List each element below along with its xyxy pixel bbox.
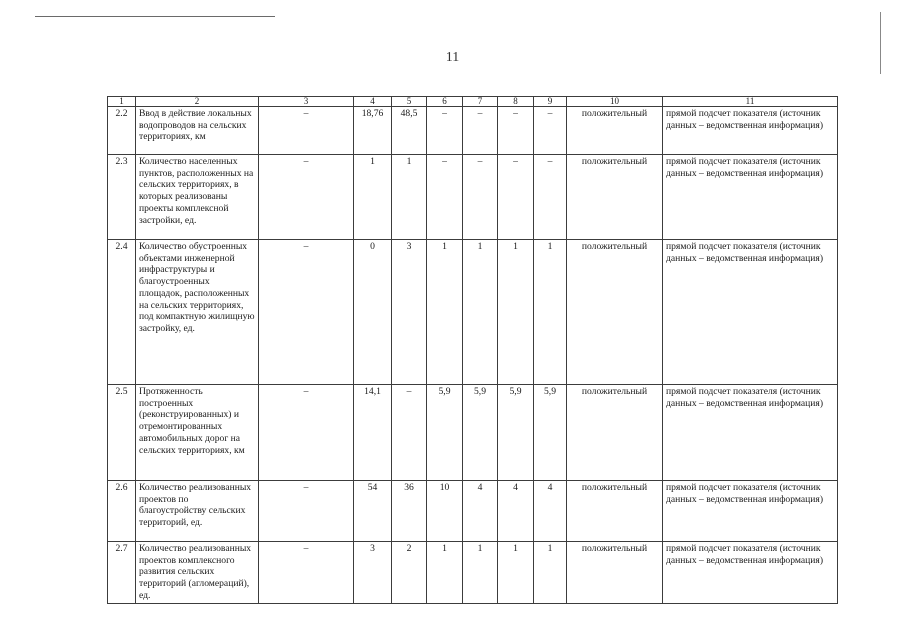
row-number: 2.7 <box>108 542 136 604</box>
column-number-row <box>108 97 838 107</box>
cell-col4: 3 <box>354 542 392 604</box>
cell-col4: 0 <box>354 240 392 385</box>
cell-col9: – <box>534 155 567 240</box>
cell-col5: 48,5 <box>392 107 427 155</box>
column-number: 5 <box>392 97 427 107</box>
cell-col7: 4 <box>463 481 498 542</box>
table-row <box>108 155 838 240</box>
cell-col9: 1 <box>534 240 567 385</box>
dynamics-cell: положительный <box>567 240 663 385</box>
indicator-name: Протяженность построенных (реконструированных) и отремонтированных автомобильных дорог на сельских территориях, км <box>136 385 259 481</box>
indicator-name: Количество реализованных проектов по благоустройству сельских территорий, ед. <box>136 481 259 542</box>
cell-col6: 1 <box>427 240 463 385</box>
cell-col8: 5,9 <box>498 385 534 481</box>
dynamics-cell: положительный <box>567 481 663 542</box>
table-row <box>108 240 838 385</box>
cell-col8: 4 <box>498 481 534 542</box>
dynamics-cell: положительный <box>567 542 663 604</box>
column-number: 9 <box>534 97 567 107</box>
cell-col4: 14,1 <box>354 385 392 481</box>
cell-col6: 10 <box>427 481 463 542</box>
indicator-name: Количество обустроенных объектами инженерной инфраструктуры и благоустроенных площадок, расположенных на сельских территориях, под компактную жилищную застройку, ед. <box>136 240 259 385</box>
cell-col6: – <box>427 107 463 155</box>
indicators-table <box>107 96 838 604</box>
method-cell: прямой подсчет показателя (источник данных – ведомственная информация) <box>663 240 838 385</box>
cell-col3: – <box>259 155 354 240</box>
cell-col5: 36 <box>392 481 427 542</box>
dynamics-cell: положительный <box>567 155 663 240</box>
cell-col4: 1 <box>354 155 392 240</box>
cell-col9: 1 <box>534 542 567 604</box>
column-number: 10 <box>567 97 663 107</box>
cell-col3: – <box>259 542 354 604</box>
cell-col4: 54 <box>354 481 392 542</box>
row-number: 2.4 <box>108 240 136 385</box>
cell-col9: 4 <box>534 481 567 542</box>
cell-col5: 3 <box>392 240 427 385</box>
cell-col6: – <box>427 155 463 240</box>
method-cell: прямой подсчет показателя (источник данных – ведомственная информация) <box>663 155 838 240</box>
cell-col7: 1 <box>463 542 498 604</box>
cell-col3: – <box>259 107 354 155</box>
row-number: 2.5 <box>108 385 136 481</box>
cell-col6: 1 <box>427 542 463 604</box>
cell-col5: – <box>392 385 427 481</box>
row-number: 2.2 <box>108 107 136 155</box>
top-rule <box>35 16 275 17</box>
cell-col8: 1 <box>498 240 534 385</box>
column-number: 4 <box>354 97 392 107</box>
dynamics-cell: положительный <box>567 385 663 481</box>
cell-col8: – <box>498 155 534 240</box>
dynamics-cell: положительный <box>567 107 663 155</box>
indicator-name: Количество реализованных проектов комплексного развития сельских территорий (агломераций), ед. <box>136 542 259 604</box>
column-number: 3 <box>259 97 354 107</box>
method-cell: прямой подсчет показателя (источник данных – ведомственная информация) <box>663 385 838 481</box>
method-cell: прямой подсчет показателя (источник данных – ведомственная информация) <box>663 481 838 542</box>
cell-col5: 2 <box>392 542 427 604</box>
cell-col6: 5,9 <box>427 385 463 481</box>
column-number: 8 <box>498 97 534 107</box>
cell-col4: 18,76 <box>354 107 392 155</box>
cell-col7: – <box>463 107 498 155</box>
column-number: 6 <box>427 97 463 107</box>
column-number: 7 <box>463 97 498 107</box>
cell-col5: 1 <box>392 155 427 240</box>
column-number: 1 <box>108 97 136 107</box>
table-row <box>108 481 838 542</box>
row-number: 2.6 <box>108 481 136 542</box>
column-number: 11 <box>663 97 838 107</box>
cell-col7: – <box>463 155 498 240</box>
row-number: 2.3 <box>108 155 136 240</box>
column-number: 2 <box>136 97 259 107</box>
cell-col7: 5,9 <box>463 385 498 481</box>
cell-col8: – <box>498 107 534 155</box>
table-row <box>108 542 838 604</box>
cell-col3: – <box>259 385 354 481</box>
cell-col3: – <box>259 481 354 542</box>
cell-col3: – <box>259 240 354 385</box>
cell-col9: 5,9 <box>534 385 567 481</box>
cell-col9: – <box>534 107 567 155</box>
page-number: 11 <box>445 50 460 65</box>
method-cell: прямой подсчет показателя (источник данных – ведомственная информация) <box>663 542 838 604</box>
cell-col7: 1 <box>463 240 498 385</box>
cell-col8: 1 <box>498 542 534 604</box>
method-cell: прямой подсчет показателя (источник данных – ведомственная информация) <box>663 107 838 155</box>
indicator-name: Количество населенных пунктов, расположенных на сельских территориях, в которых реализованы проекты комплексной застройки, ед. <box>136 155 259 240</box>
table-row <box>108 107 838 155</box>
table-row <box>108 385 838 481</box>
indicator-name: Ввод в действие локальных водопроводов на сельских территориях, км <box>136 107 259 155</box>
